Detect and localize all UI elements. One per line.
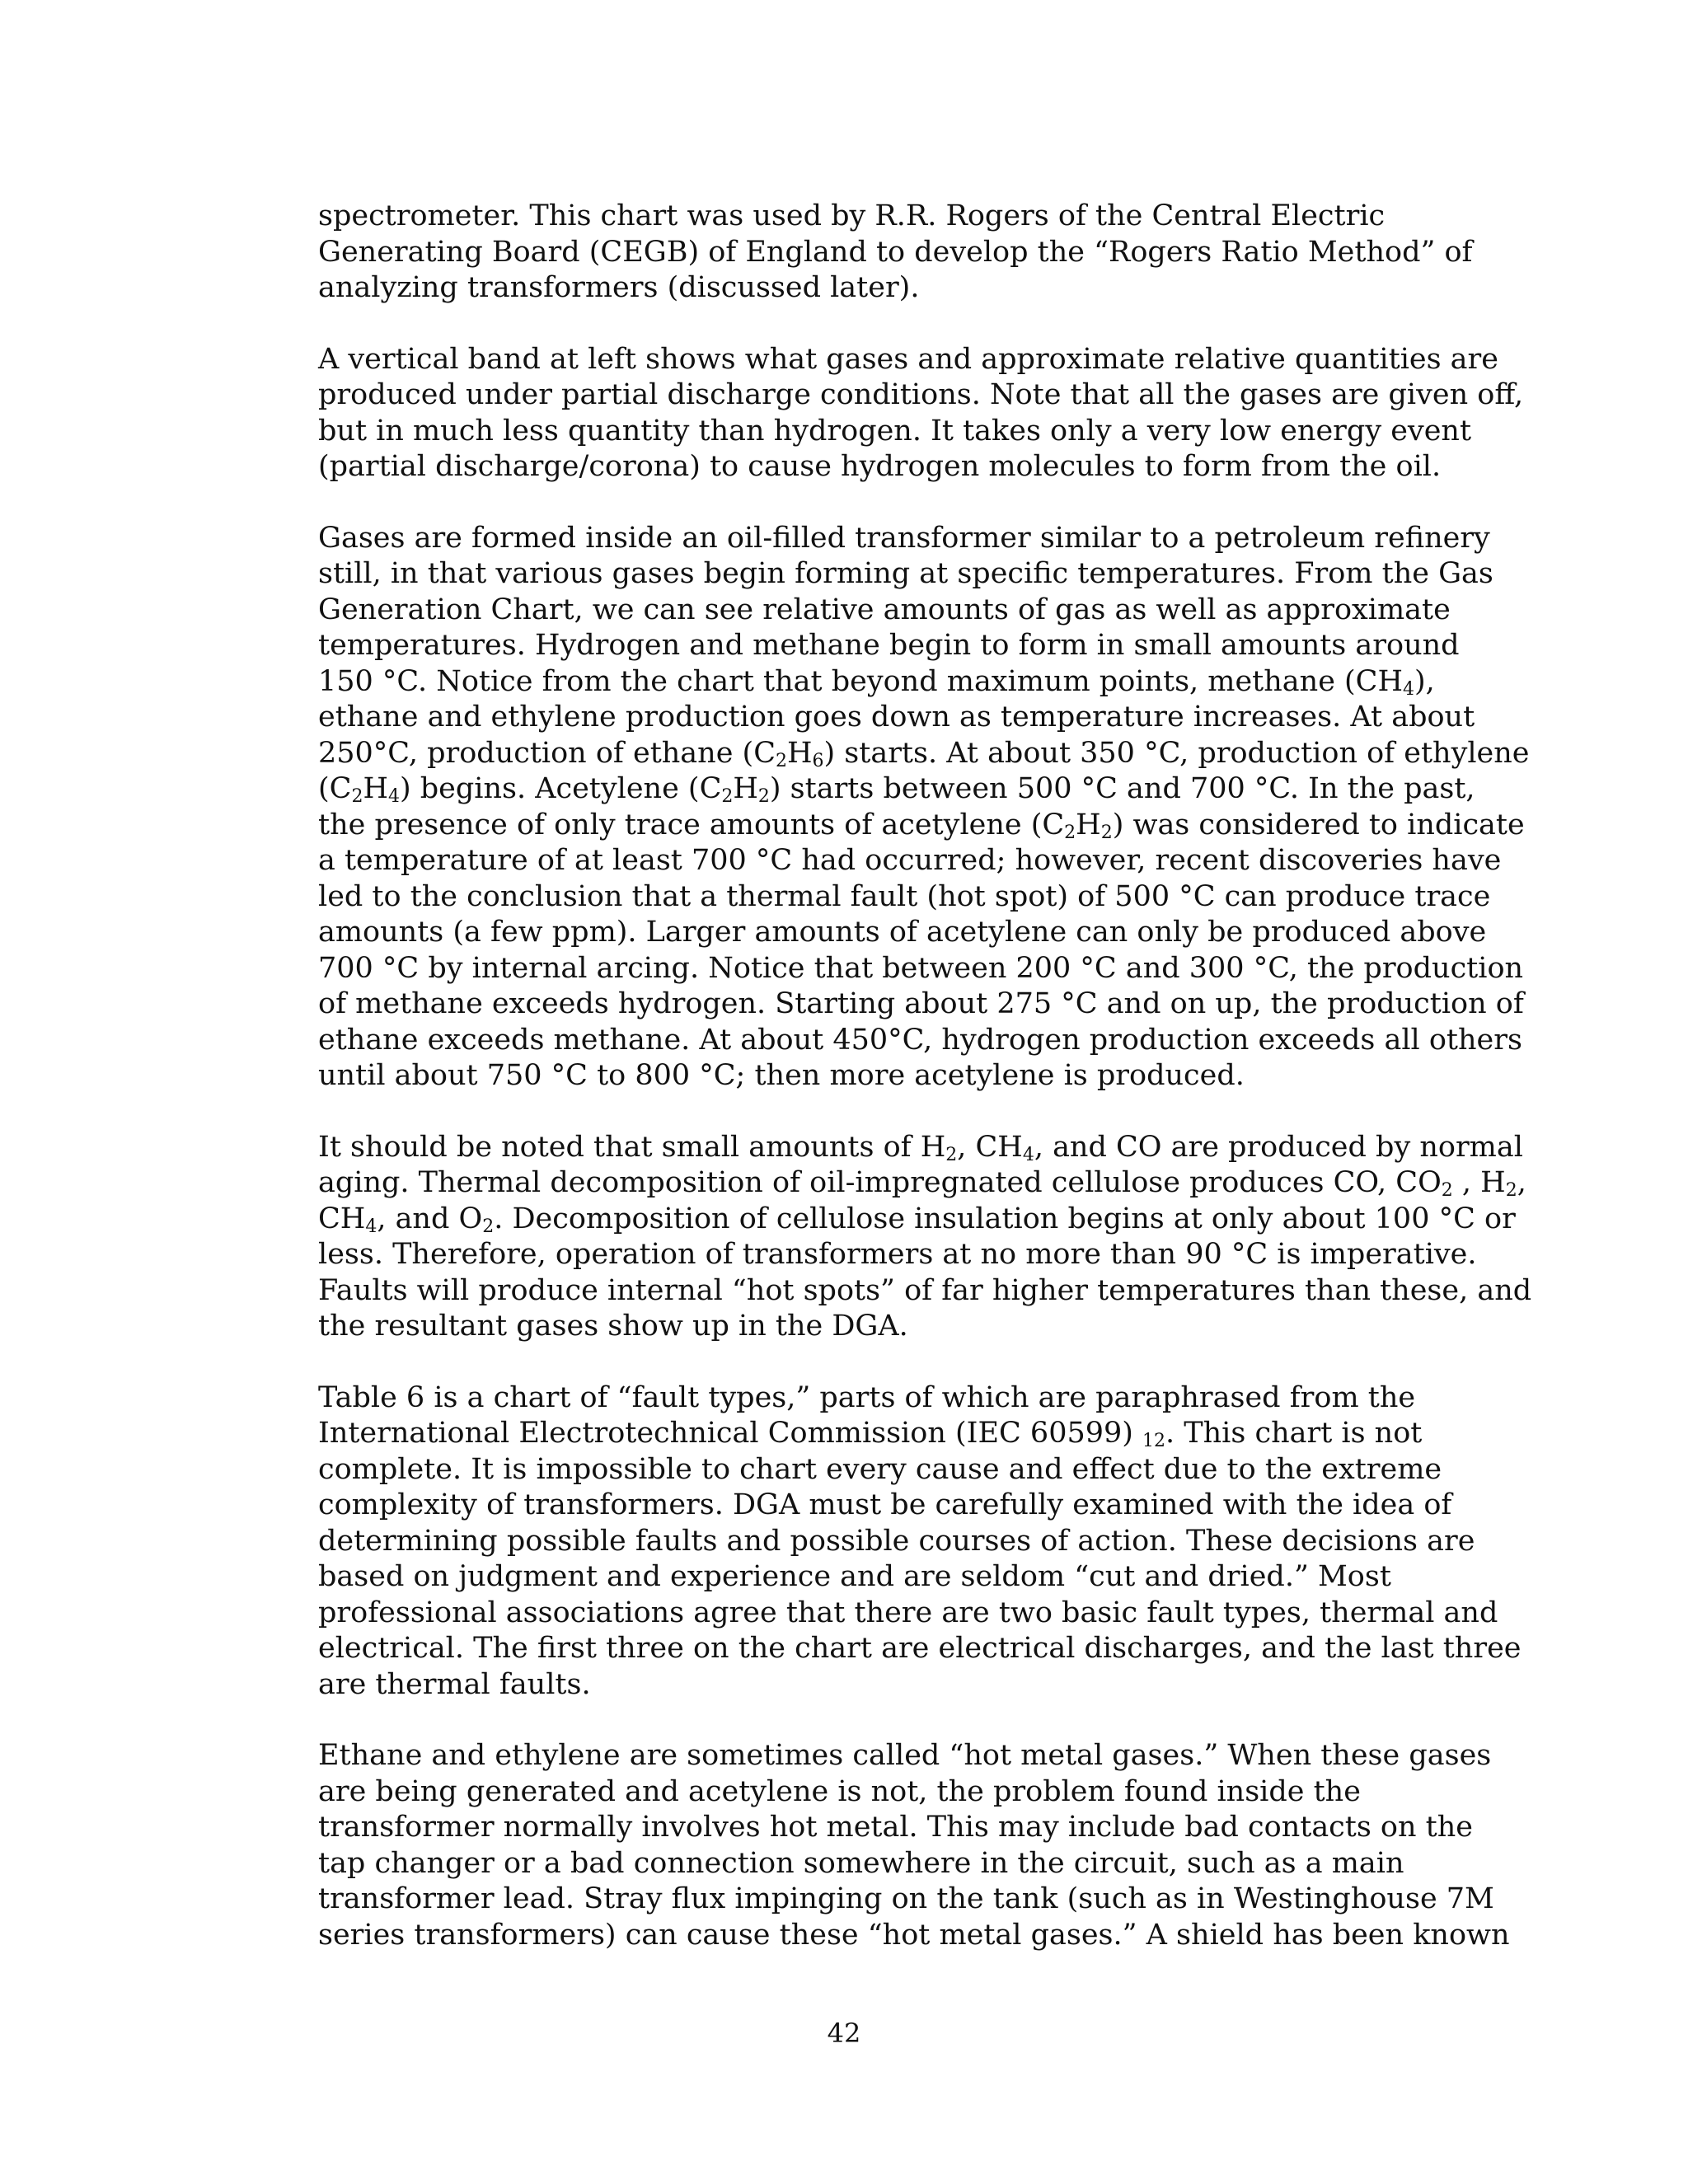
text-line: Ethane and ethylene are sometimes called “hot metal gases.” When these gases [318, 1739, 1492, 1772]
subscript: 2 [351, 786, 363, 807]
text-line: electrical. The first three on the chart are electrical discharges, and the last three [318, 1632, 1522, 1665]
text-line: aging. Thermal decomposition of oil-impregnated cellulose produces CO, $CO_2$ , $H_2$, [318, 1166, 1526, 1201]
text-line: produced under partial discharge conditions. Note that all the gases are given off, [318, 378, 1524, 411]
text-line: still, in that various gases begin forming at specific temperatures. From the Gas [318, 557, 1493, 590]
text-line: a temperature of at least 700 °C had occurred; however, recent discoveries have [318, 844, 1502, 877]
text-line: 150 °C. Notice from the chart that beyond maximum points, methane $(CH_4)$, [318, 664, 1435, 700]
subscript: 2 [776, 750, 787, 771]
text-line: determining possible faults and possible courses of action. These decisions are [318, 1524, 1475, 1558]
subscript: 2 [945, 1144, 958, 1165]
text-line: ethane and ethylene production goes down as temperature increases. At about [318, 701, 1475, 733]
paragraph [318, 1380, 1522, 1704]
text-line: complete. It is impossible to chart every cause and effect due to the extreme [318, 1452, 1442, 1486]
text-line: It should be noted that small amounts of $H_2$, $CH_4$, and CO are produced by normal [318, 1130, 1523, 1165]
paragraph [318, 342, 1524, 485]
subscript: 2 [721, 786, 734, 807]
text-line: less. Therefore, operation of transformers at no more than 90 °C is imperative. [318, 1238, 1477, 1271]
text-line: A vertical band at left shows what gases and approximate relative quantities are [318, 342, 1498, 376]
subscript: 2 [1064, 822, 1076, 843]
paragraph [318, 521, 1530, 1094]
text-line: based on judgment and experience and are seldom “cut and dried.” Most [318, 1560, 1391, 1593]
subscript: 4 [365, 1216, 377, 1237]
text-line: 250°C, production of ethane $(C_2H_6)$ starts. At about 350 °C, production of ethylene [318, 736, 1530, 771]
text-line: of methane exceeds hydrogen. Starting about 275 °C and on up, the production of [318, 987, 1524, 1020]
body-text [318, 199, 1532, 1989]
text-line: are being generated and acetylene is not, the problem found inside the [318, 1774, 1361, 1808]
text-line: spectrometer. This chart was used by R.R. Rogers of the Central Electric [318, 199, 1386, 232]
text-line: Generating Board (CEGB) of England to develop the “Rogers Ratio Method” of [318, 235, 1473, 269]
text-line: the presence of only trace amounts of acetylene $(C_2H_2)$ was considered to indicate [318, 808, 1525, 843]
text-line: Generation Chart, we can see relative amounts of gas as well as approximate [318, 593, 1451, 626]
text-line: the resultant gases show up in the DGA. [318, 1310, 908, 1343]
text-line: analyzing transformers (discussed later). [318, 271, 920, 304]
text-line: $(C_2H_4)$ begins. Acetylene $(C_2H_2)$ starts between 500 °C and 700 °C. In the past, [318, 772, 1475, 807]
text-line: professional associations agree that there are two basic fault types, thermal and [318, 1596, 1498, 1629]
subscript: 2 [1505, 1180, 1517, 1201]
subscript: 12 [1142, 1431, 1166, 1451]
text-line: Gases are formed inside an oil-filled transformer similar to a petroleum refinery [318, 521, 1490, 555]
text-line: Table 6 is a chart of “fault types,” parts of which are paraphrased from the [318, 1380, 1416, 1414]
text-line: complexity of transformers. DGA must be carefully examined with the idea of [318, 1488, 1452, 1521]
text-line: amounts (a few ppm). Larger amounts of acetylene can only be produced above [318, 916, 1487, 949]
paragraph [318, 1130, 1532, 1345]
text-line: $CH_4$, and $O_2$. Decomposition of cellulose insulation begins at only about 100 °C or [318, 1202, 1516, 1237]
text-line: until about 750 °C to 800 °C; then more acetylene is produced. [318, 1059, 1245, 1092]
subscript: 2 [757, 786, 770, 807]
text-line: series transformers) can cause these “hot metal gases.” A shield has been known [318, 1918, 1510, 1952]
subscript: 4 [1022, 1144, 1034, 1165]
text-line: are thermal faults. [318, 1667, 591, 1701]
paragraph [318, 199, 1489, 307]
subscript: 2 [482, 1216, 495, 1237]
text-line: 700 °C by internal arcing. Notice that between 200 °C and 300 °C, the production [318, 951, 1524, 985]
text-line: tap changer or a bad connection somewhere in the circuit, such as a main [318, 1846, 1404, 1880]
text-line: transformer lead. Stray flux impinging on the tank (such as in Westinghouse 7M [318, 1882, 1494, 1915]
subscript: 2 [1100, 822, 1113, 843]
paragraph [318, 1738, 1510, 1953]
subscript: 6 [812, 750, 824, 771]
text-line: International Electrotechnical Commission (IEC 60599) $_{12}$. This chart is not [318, 1417, 1423, 1451]
text-line: ethane exceeds methane. At about 450°C, hydrogen production exceeds all others [318, 1023, 1522, 1057]
text-line: led to the conclusion that a thermal fault (hot spot) of 500 °C can produce trace [318, 879, 1491, 913]
text-line: temperatures. Hydrogen and methane begin to form in small amounts around [318, 629, 1460, 662]
text-line: (partial discharge/corona) to cause hydrogen molecules to form from the oil. [318, 450, 1442, 483]
subscript: 2 [1441, 1180, 1453, 1201]
text-line: transformer normally involves hot metal. This may include bad contacts on the [318, 1811, 1473, 1844]
subscript: 4 [1403, 678, 1414, 700]
page-number: 42 [827, 2018, 861, 2049]
text-line: Faults will produce internal “hot spots” of far higher temperatures than these, and [318, 1273, 1532, 1307]
text-line: but in much less quantity than hydrogen. It takes only a very low energy event [318, 414, 1472, 448]
subscript: 4 [387, 786, 400, 807]
